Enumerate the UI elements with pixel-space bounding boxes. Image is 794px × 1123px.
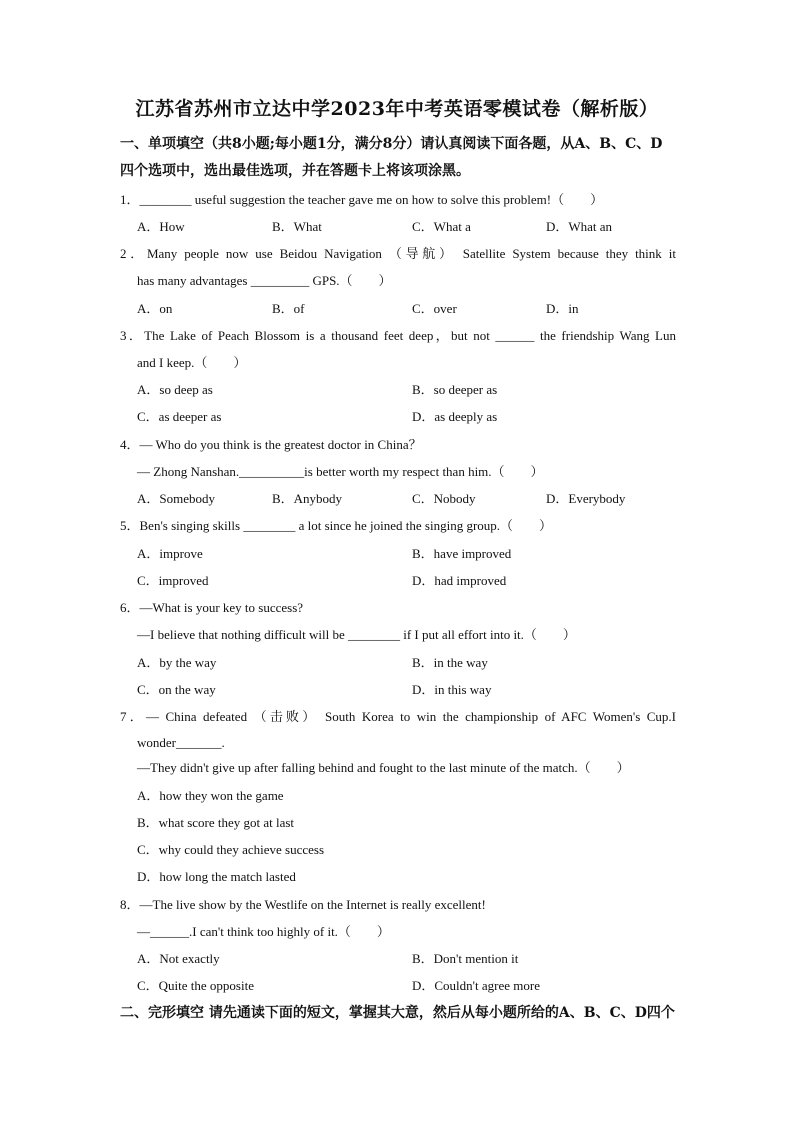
option-b: B．what score they got at last	[137, 815, 295, 830]
option-d: D．how long the match lasted	[137, 869, 296, 884]
question-stem: 7．— China defeated （击败） South Korea to win the championship of AFC Women's Cup.I	[120, 709, 676, 724]
page-title: 江苏省苏州市立达中学2023年中考英语零模试卷（解析版）	[135, 98, 659, 120]
option-a: A．Not exactly	[137, 951, 220, 966]
option-c: C．as deeper as	[137, 409, 222, 424]
option-b: B．so deeper as	[412, 382, 498, 397]
option-d: D．Couldn't agree more	[412, 978, 540, 993]
question-stem: 4．— Who do you think is the greatest doctor in China？	[120, 437, 422, 452]
option-d: D．What an	[546, 219, 613, 234]
question-stem: 3．The Lake of Peach Blossom is a thousand feet deep，but not ______ the friendship Wang Lun	[120, 328, 676, 343]
option-b: B．What	[272, 219, 322, 234]
option-c: C．What a	[412, 219, 471, 234]
option-d: D．had improved	[412, 573, 507, 588]
option-a: A．by the way	[137, 655, 217, 670]
option-a: A．on	[137, 301, 173, 316]
option-d: D．in	[546, 301, 579, 316]
question-stem: 2．Many people now use Beidou Navigation （导航） Satellite System because they think it	[120, 246, 676, 261]
option-c: C．Nobody	[412, 491, 476, 506]
option-d: D．in this way	[412, 682, 492, 697]
question-stem-continued: wonder_______.	[137, 735, 225, 750]
question-stem: 8．—The live show by the Westlife on the Internet is really excellent!	[120, 897, 486, 912]
section-1-instructions-line-1: 一、单项填空（共8小题;每小题1分，满分8分）请认真阅读下面各题，从A、B、C、D	[120, 136, 663, 152]
option-b: B．have improved	[412, 546, 512, 561]
question-stem: 6．—What is your key to success?	[120, 600, 304, 615]
section-2-instructions-line-1: 二、完形填空 请先通读下面的短文，掌握其大意，然后从每小题所给的A、B、C、D四个	[120, 1005, 675, 1021]
question-stem-continued: — Zhong Nanshan.__________is better worth my respect than him.（ ）	[137, 464, 544, 479]
option-b: B．in the way	[412, 655, 488, 670]
question-stem: 1．________ useful suggestion the teacher gave me on how to solve this problem!（ ）	[120, 192, 604, 207]
option-c: C．why could they achieve success	[137, 842, 325, 857]
question-response: —They didn't give up after falling behind and fought to the last minute of the match.（ ）	[137, 760, 630, 775]
option-a: A．so deep as	[137, 382, 213, 397]
section-1-instructions-line-2: 四个选项中，选出最佳选项，并在答题卡上将该项涂黑。	[120, 163, 470, 179]
option-c: C．on the way	[137, 682, 216, 697]
question-stem-continued: and I keep.（ ）	[137, 355, 247, 370]
question-stem-continued: —______.I can't think too highly of it.（ ）	[137, 924, 390, 939]
question-stem: 5．Ben's singing skills ________ a lot since he joined the singing group.（ ）	[120, 518, 553, 533]
option-a: A．How	[137, 219, 185, 234]
option-d: D．as deeply as	[412, 409, 498, 424]
option-c: C．improved	[137, 573, 209, 588]
option-a: A．how they won the game	[137, 788, 284, 803]
question-stem-continued: —I believe that nothing difficult will be ________ if I put all effort into it.（ ）	[137, 627, 576, 642]
option-b: B．Anybody	[272, 491, 343, 506]
option-b: B．Don't mention it	[412, 951, 519, 966]
option-c: C．Quite the opposite	[137, 978, 254, 993]
question-stem-continued: has many advantages _________ GPS.（ ）	[137, 273, 392, 288]
option-a: A．Somebody	[137, 491, 216, 506]
option-b: B．of	[272, 301, 305, 316]
option-c: C．over	[412, 301, 457, 316]
option-d: D．Everybody	[546, 491, 626, 506]
option-a: A．improve	[137, 546, 203, 561]
